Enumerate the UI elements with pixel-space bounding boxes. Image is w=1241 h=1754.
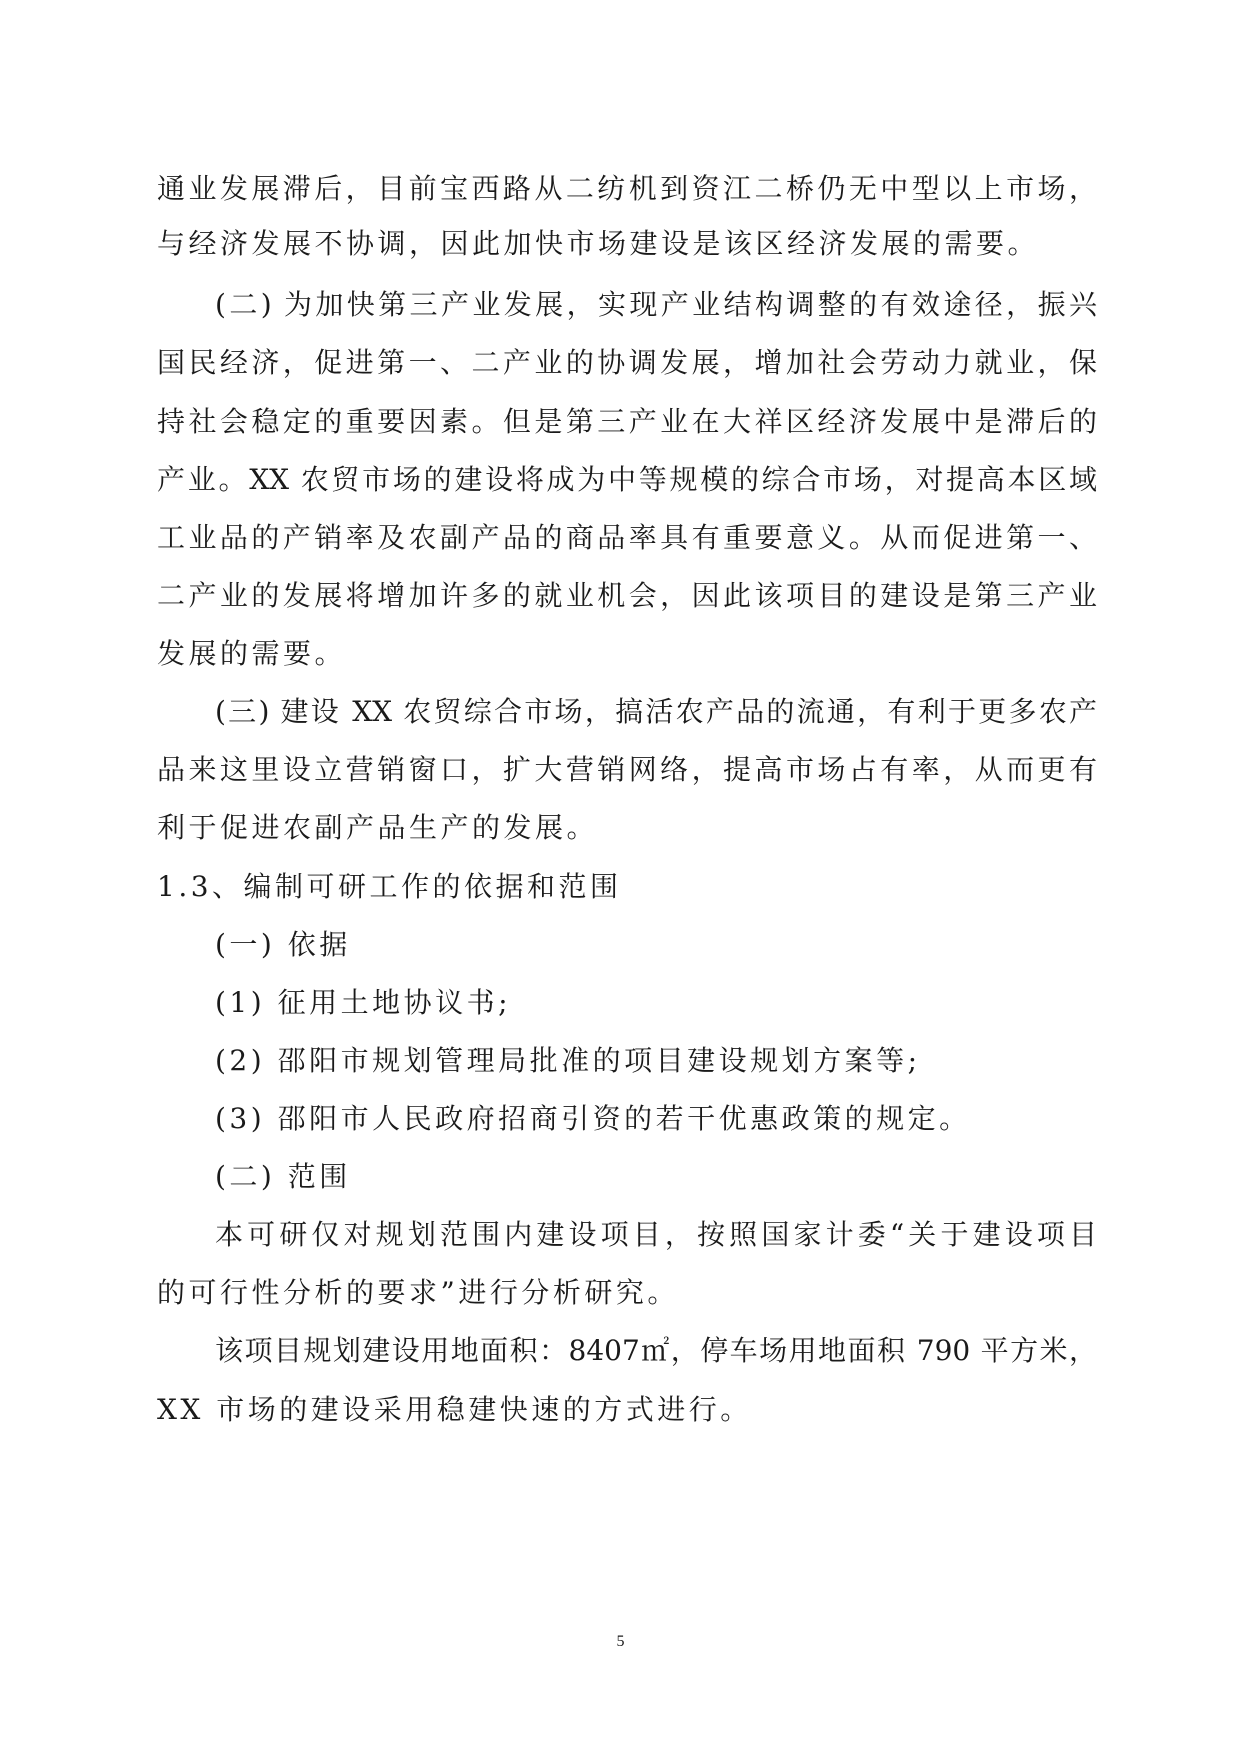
subheading: (二) 范围 <box>215 1160 351 1193</box>
paragraph-line: 与经济发展不协调，因此加快市场建设是该区经济发展的需要。 <box>157 227 1040 260</box>
paragraph-line: 该项目规划建设用地面积：8407㎡，停车场用地面积 790 平方米， <box>215 1334 1097 1367</box>
paragraph-line: 利于促进农副产品生产的发展。 <box>157 811 599 844</box>
paragraph-line: 工业品的产销率及农副产品的商品率具有重要意义。从而促进第一、 <box>157 521 1097 554</box>
paragraph-line: 本可研仅对规划范围内建设项目，按照国家计委“关于建设项目 <box>215 1218 1097 1251</box>
paragraph-line: XX 市场的建设采用稳建快速的方式进行。 <box>157 1393 752 1426</box>
list-item: (3) 邵阳市人民政府招商引资的若干优惠政策的规定。 <box>215 1102 971 1135</box>
list-item: (2) 邵阳市规划管理局批准的项目建设规划方案等; <box>215 1044 921 1077</box>
paragraph-line: 通业发展滞后，目前宝西路从二纺机到资江二桥仍无中型以上市场， <box>157 172 1097 205</box>
paragraph-line: 二产业的发展将增加许多的就业机会，因此该项目的建设是第三产业 <box>157 579 1097 612</box>
subheading: (一) 依据 <box>215 928 351 961</box>
paragraph-line: 国民经济，促进第一、二产业的协调发展，增加社会劳动力就业，保 <box>157 346 1097 379</box>
paragraph-line: 的可行性分析的要求”进行分析研究。 <box>157 1276 679 1309</box>
paragraph-line: 品来这里设立营销窗口，扩大营销网络，提高市场占有率，从而更有 <box>157 753 1097 786</box>
list-item: (1) 征用土地协议书; <box>215 986 511 1019</box>
page-number: 5 <box>616 1633 625 1650</box>
paragraph-line: (二) 为加快第三产业发展，实现产业结构调整的有效途径，振兴 <box>215 288 1097 321</box>
paragraph-line: (三) 建设 XX 农贸综合市场，搞活农产品的流通，有利于更多农产 <box>215 695 1097 728</box>
paragraph-line: 持社会稳定的重要因素。但是第三产业在大祥区经济发展中是滞后的 <box>157 405 1097 438</box>
paragraph-line: 产业。XX 农贸市场的建设将成为中等规模的综合市场，对提高本区域 <box>157 463 1097 496</box>
section-heading: 1.3、编制可研工作的依据和范围 <box>157 870 622 903</box>
paragraph-line: 发展的需要。 <box>157 637 347 670</box>
